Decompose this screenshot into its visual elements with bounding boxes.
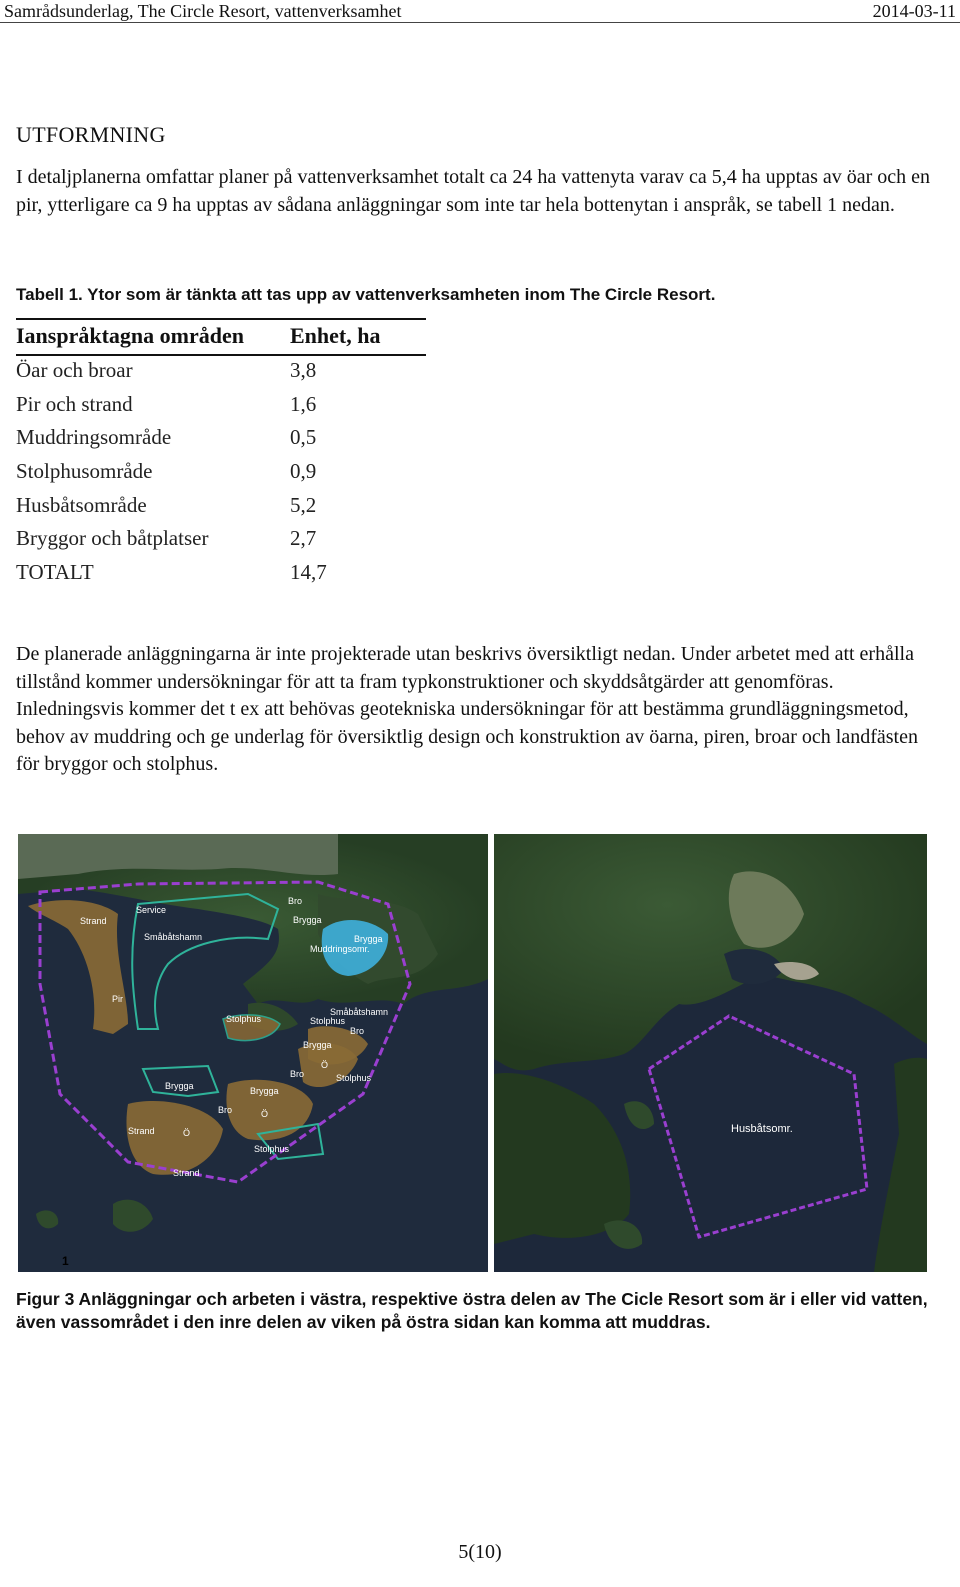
map-west-graphic bbox=[18, 834, 488, 1272]
map-west bbox=[18, 834, 488, 1272]
map-label: Husbåtsomr. bbox=[731, 1123, 793, 1135]
map-label: Brygga bbox=[354, 934, 383, 944]
map-label: Pir bbox=[112, 994, 123, 1004]
table-header-area: Ianspråktagna områden bbox=[16, 323, 244, 348]
map-corner-number: 1 bbox=[62, 1254, 69, 1268]
table-row-total bbox=[16, 558, 426, 592]
table-cell-value: 0,9 bbox=[290, 459, 317, 484]
map-label: Bro bbox=[290, 1069, 305, 1079]
table-cell-area: Öar och broar bbox=[16, 358, 133, 382]
table-row bbox=[16, 524, 426, 558]
table-row bbox=[16, 457, 426, 491]
area-table bbox=[16, 318, 426, 592]
map-label: Strand bbox=[128, 1126, 155, 1136]
table-row bbox=[16, 491, 426, 525]
table-caption: Tabell 1. Ytor som är tänkta att tas upp av vattenverksamheten inom The Circle Resort. bbox=[16, 285, 716, 304]
table-cell-value: 0,5 bbox=[290, 425, 317, 450]
map-label: Bro bbox=[288, 896, 303, 906]
body-paragraph: De planerade anläggningarna är inte projekterade utan beskrivs översiktligt nedan. Under arbetet med att erhålla tillstånd kommer undersökningar för att ta fram typkonstruktioner och skyddsåtgärder att genomföras. Inledningsvis kommer det t ex att behövas geotekniska undersökningar för att bestämma grundläggningsmetod, behov av muddring och ge underlag för översiktlig design och konstruktion av öarna, piren, broar och landfästen för bryggor och stolphus. bbox=[16, 643, 918, 775]
map-label: Bro bbox=[218, 1105, 233, 1115]
map-label: Småbåtshamn bbox=[330, 1007, 389, 1017]
table-header-row bbox=[16, 318, 426, 356]
table-cell-value: 2,7 bbox=[290, 526, 317, 551]
map-label: Stolphus bbox=[336, 1073, 372, 1083]
table-cell-area: Husbåtsområde bbox=[16, 492, 147, 517]
header-title: Samrådsunderlag, The Circle Resort, vattenverksamhet bbox=[4, 1, 402, 21]
table-header-unit: Enhet, ha bbox=[290, 323, 381, 348]
table-row bbox=[16, 390, 426, 424]
map-label: Brygga bbox=[303, 1040, 332, 1050]
map-label: Brygga bbox=[293, 915, 322, 925]
map-label: Ö bbox=[321, 1060, 329, 1070]
table-row bbox=[16, 356, 426, 390]
table-cell-value: 1,6 bbox=[290, 391, 317, 416]
page-number: 5(10) bbox=[458, 1541, 502, 1563]
header-date: 2014-03-11 bbox=[872, 1, 956, 21]
table-cell-value: 3,8 bbox=[290, 358, 317, 382]
page-header bbox=[0, 0, 960, 24]
map-label: Service bbox=[136, 905, 167, 915]
table-row bbox=[16, 423, 426, 457]
table-cell-value: 14,7 bbox=[290, 560, 327, 585]
intro-paragraph: I detaljplanerna omfattar planer på vattenverksamhet totalt ca 24 ha vattenyta varav ca 5,4 ha upptas av öar och en pir, ytterligare ca 9 ha upptas av sådana anläggningar som inte tar hela bottenytan i anspråk, se tabell 1 nedan. bbox=[16, 166, 931, 216]
map-label: Brygga bbox=[165, 1081, 194, 1091]
header-rule bbox=[0, 22, 960, 23]
table-cell-area: Stolphusområde bbox=[16, 459, 153, 484]
map-label: Småbåtshamn bbox=[144, 932, 203, 942]
map-label: Bro bbox=[350, 1026, 365, 1036]
map-label: Ö bbox=[183, 1128, 191, 1138]
section-heading: UTFORMNING bbox=[16, 122, 166, 147]
map-label: Ö bbox=[261, 1109, 269, 1119]
map-label: Strand bbox=[173, 1168, 200, 1178]
map-label: Stolphus bbox=[226, 1014, 262, 1024]
table-cell-area: Bryggor och båtplatser bbox=[16, 526, 209, 551]
map-east-graphic bbox=[494, 834, 927, 1272]
map-label: Stolphus bbox=[254, 1144, 290, 1154]
table-cell-area: Pir och strand bbox=[16, 391, 133, 416]
map-label: Brygga bbox=[250, 1086, 279, 1096]
map-east bbox=[494, 834, 927, 1272]
map-label: Stolphus bbox=[310, 1016, 346, 1026]
map-label: Muddringsomr. bbox=[310, 944, 370, 954]
map-label: Strand bbox=[80, 916, 107, 926]
table-cell-area: TOTALT bbox=[16, 560, 94, 585]
table-cell-area: Muddringsområde bbox=[16, 425, 172, 450]
figure-caption: Figur 3 Anläggningar och arbeten i västra, respektive östra delen av The Cicle Resort som är i eller vid vatten, även vassområdet i den inre delen av viken på östra sidan kan komma att muddras. bbox=[16, 1289, 928, 1332]
table-cell-value: 5,2 bbox=[290, 492, 317, 517]
